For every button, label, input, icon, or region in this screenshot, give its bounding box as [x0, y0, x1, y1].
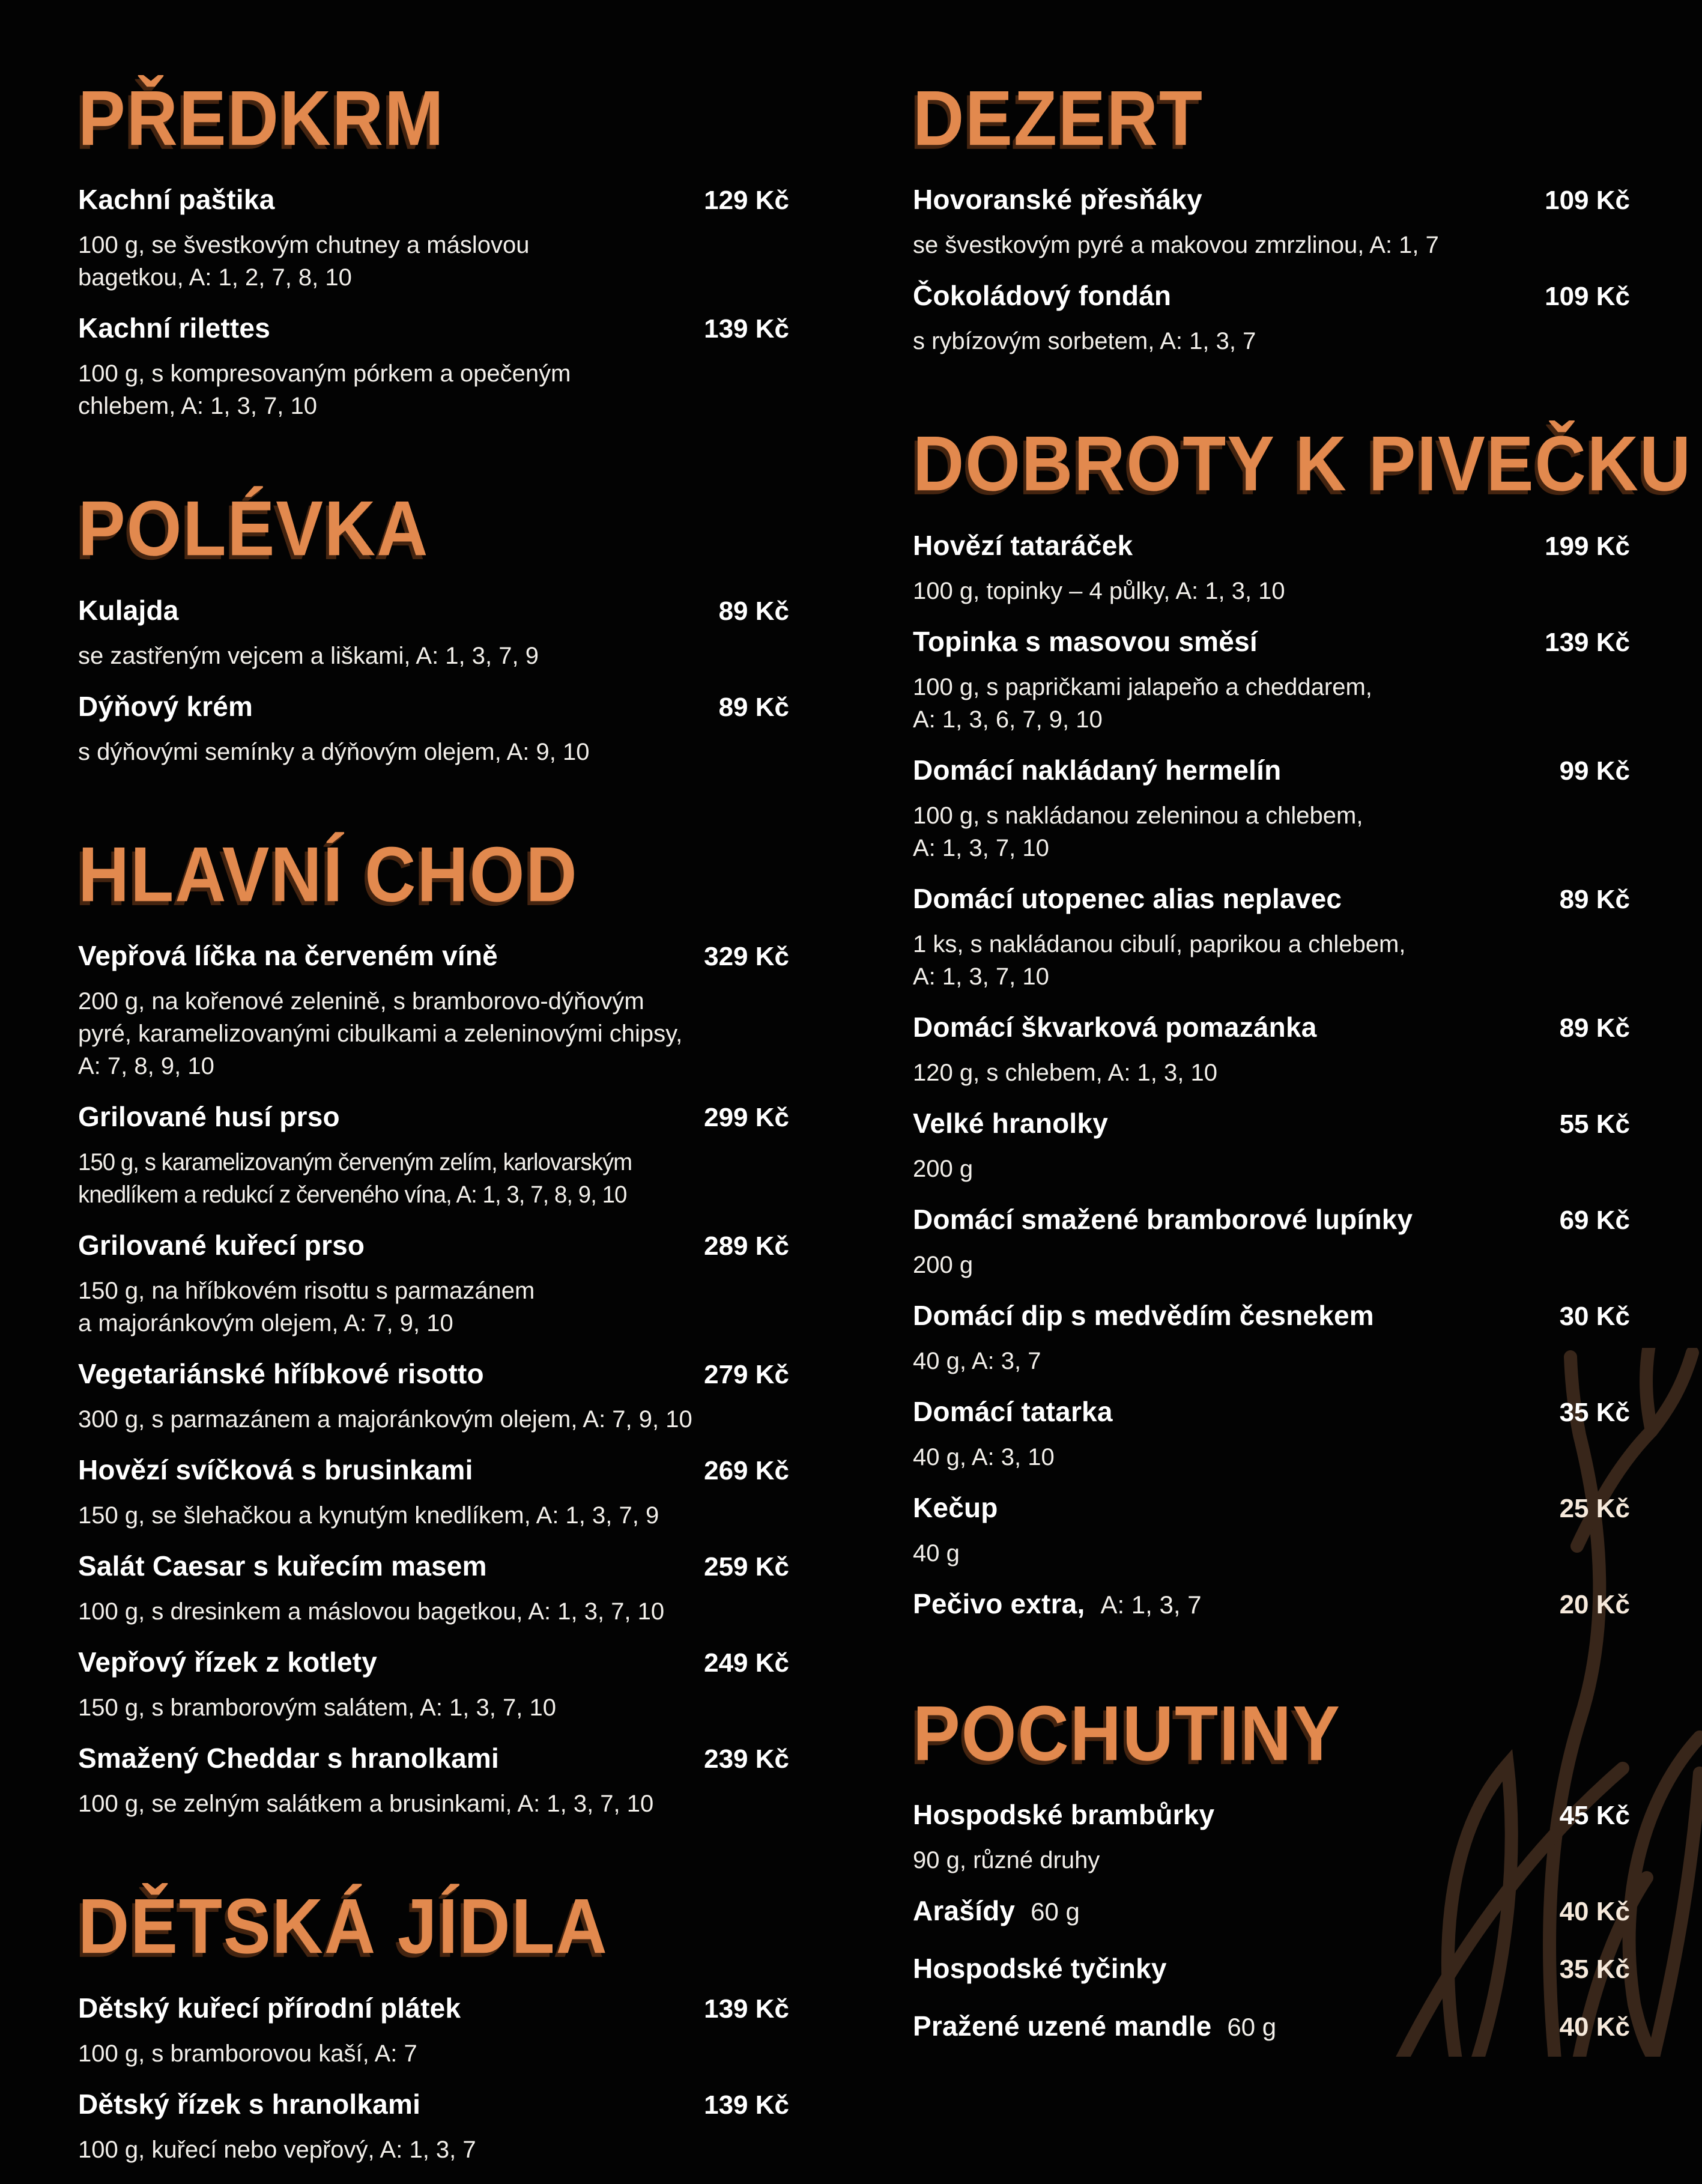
dish-description-line: 100 g, s nakládanou zeleninou a chlebem,	[913, 802, 1363, 829]
dish-price: 139 Kč	[704, 2090, 789, 2120]
menu-item	[913, 1798, 1630, 1876]
dish-description-line: s rybízovým sorbetem, A: 1, 3, 7	[913, 328, 1256, 355]
dish-name: Grilované husí prso	[78, 1101, 340, 1133]
dish-description	[913, 325, 1630, 357]
menu-item	[78, 2088, 789, 2166]
menu-item-row	[913, 1203, 1630, 1243]
dish-name: Hovězí tataráček	[913, 529, 1133, 561]
section-items	[913, 529, 1630, 1627]
dish-description-line: 150 g, s karamelizovaným červeným zelím, karlovarským	[78, 1149, 632, 1176]
dish-price: 89 Kč	[718, 596, 789, 626]
dish-description	[78, 2134, 789, 2166]
menu-item-row	[913, 1299, 1630, 1339]
dish-description-line: s dýňovými semínky a dýňovým olejem, A: 9, 10	[78, 738, 590, 765]
dish-name: Domácí utopenec alias neplavec	[913, 882, 1342, 914]
dish-price: 89 Kč	[718, 692, 789, 722]
menu-item	[78, 939, 789, 1082]
menu-item	[913, 279, 1630, 357]
dish-description	[913, 575, 1630, 607]
dish-description-line: 100 g, s kompresovaným pórkem a opečeným	[78, 360, 571, 387]
dish-name: Domácí nakládaný hermelín	[913, 754, 1282, 786]
menu-item	[913, 1491, 1630, 1570]
dish-description-line: pyré, karamelizovanými cibulkami a zeleninovými chipsy,	[78, 1021, 683, 1048]
dish-description-line: 40 g, A: 3, 7	[913, 1347, 1041, 1374]
dish-description	[913, 1249, 1630, 1281]
section-items	[913, 1798, 1630, 2049]
dish-description	[913, 928, 1630, 993]
dish-price: 279 Kč	[704, 1360, 789, 1390]
section-items	[78, 594, 789, 768]
dish-description-line: 200 g, na kořenové zelenině, s bramborovo-dýňovým	[78, 988, 644, 1015]
dish-description-line: 100 g, se švestkovým chutney a máslovou	[78, 232, 530, 259]
dish-name: Vepřový řízek z kotlety	[78, 1646, 378, 1678]
dish-price: 30 Kč	[1559, 1301, 1630, 1331]
menu-item-row	[913, 1107, 1630, 1147]
dish-description	[913, 1057, 1630, 1089]
section-items	[78, 183, 789, 422]
menu-item	[913, 625, 1630, 736]
dish-name: Kachní rilettes	[78, 312, 270, 344]
menu-section-hlavn-chod	[78, 833, 789, 1838]
dish-name: Dětský kuřecí přírodní plátek	[78, 1992, 461, 2024]
menu-item-row	[78, 594, 789, 634]
menu-item	[78, 1454, 789, 1532]
dish-name: Vepřová líčka na červeném víně	[78, 940, 498, 972]
dish-description	[913, 1537, 1630, 1570]
section-title: DEZERT	[913, 74, 1204, 162]
menu-item-row	[78, 312, 789, 351]
dish-price: 199 Kč	[1545, 531, 1630, 561]
dish-price: 20 Kč	[1559, 1589, 1630, 1619]
menu-item-row	[913, 1011, 1630, 1051]
dish-description	[913, 1844, 1630, 1876]
dish-name: Domácí tatarka	[913, 1395, 1113, 1427]
dish-price: 89 Kč	[1559, 1013, 1630, 1043]
dish-price: 329 Kč	[704, 942, 789, 972]
dish-description-line: 90 g, různé druhy	[913, 1847, 1100, 1874]
dish-description-line: 100 g, s bramborovou kaší, A: 7	[78, 2040, 417, 2067]
section-items	[913, 183, 1630, 357]
dish-price: 129 Kč	[704, 186, 789, 216]
menu-item	[78, 1742, 789, 1820]
menu-item-row	[78, 2088, 789, 2128]
menu-item-row	[913, 1798, 1630, 1838]
menu-item-row	[78, 183, 789, 223]
dish-description	[913, 671, 1630, 736]
menu-item	[913, 882, 1630, 993]
dish-description-line: 100 g, topinky – 4 půlky, A: 1, 3, 10	[913, 577, 1285, 604]
menu-item	[78, 183, 789, 294]
dish-description-line: 300 g, s parmazánem a majoránkovým olejem, A: 7, 9, 10	[78, 1406, 692, 1433]
dish-description	[78, 229, 789, 294]
dish-description	[78, 2037, 789, 2070]
dish-price: 139 Kč	[704, 1994, 789, 2024]
menu-section-d-tsk-j-dla	[78, 1885, 789, 2183]
dish-name: Hovoranské přesňáky	[913, 184, 1202, 216]
menu-item	[78, 1550, 789, 1628]
dish-description	[78, 1499, 789, 1532]
dish-description	[78, 985, 789, 1082]
menu-section-dobroty-k-pive-ku	[913, 420, 1692, 1645]
dish-description-line: se zastřeným vejcem a liškami, A: 1, 3, 7, 9	[78, 642, 539, 669]
menu-item-row	[78, 1646, 789, 1685]
dish-description-line: 100 g, s papričkami jalapeňo a cheddarem,	[913, 673, 1372, 700]
dish-description-line: knedlíkem a redukcí z červeného vína, A: 1, 3, 7, 8, 9, 10	[78, 1181, 627, 1209]
dish-description-line: 100 g, s dresinkem a máslovou bagetkou, A: 1, 3, 7, 10	[78, 1598, 665, 1625]
dish-description-line: 150 g, na hříbkovém risottu s parmazánem	[78, 1278, 535, 1305]
dish-description-line: 40 g, A: 3, 10	[913, 1443, 1055, 1470]
dish-price: 259 Kč	[704, 1552, 789, 1582]
dish-description	[78, 1275, 789, 1339]
menu-section-dezert	[913, 74, 1630, 375]
menu-item-row	[78, 939, 789, 979]
menu-item-row	[913, 1395, 1630, 1435]
menu-item-row	[913, 754, 1630, 793]
menu-item-row	[78, 1550, 789, 1589]
dish-description-line: A: 1, 3, 6, 7, 9, 10	[913, 706, 1103, 733]
menu-item-row	[78, 1454, 789, 1493]
dish-name: Kulajda	[78, 594, 179, 626]
section-title: PŘEDKRM	[78, 74, 445, 162]
dish-price: 139 Kč	[1545, 627, 1630, 657]
menu-item-row	[78, 690, 789, 730]
dish-description-line: 150 g, s bramborovým salátem, A: 1, 3, 7, 10	[78, 1694, 556, 1721]
dish-description	[78, 1146, 789, 1211]
dish-price: 89 Kč	[1559, 884, 1630, 914]
menu-item	[913, 1588, 1630, 1627]
section-items	[78, 939, 789, 1820]
dish-price: 109 Kč	[1545, 282, 1630, 312]
dish-description	[913, 1345, 1630, 1377]
menu-item-row	[78, 1357, 789, 1397]
dish-name: Pražené uzené mandle	[913, 2010, 1212, 2042]
dish-price: 25 Kč	[1559, 1493, 1630, 1523]
dish-name: Velké hranolky	[913, 1107, 1108, 1139]
section-items	[78, 1992, 789, 2166]
menu-item-row	[913, 2010, 1630, 2049]
dish-name: Dětský řízek s hranolkami	[78, 2088, 421, 2120]
dish-description	[78, 1403, 789, 1436]
dish-description	[78, 736, 789, 768]
dish-name: Pečivo extra,	[913, 1588, 1085, 1619]
dish-name: Vegetariánské hříbkové risotto	[78, 1358, 484, 1390]
dish-name: Čokoládový fondán	[913, 280, 1172, 312]
dish-price: 40 Kč	[1559, 2012, 1630, 2042]
section-title: DĚTSKÁ JÍDLA	[78, 1883, 608, 1971]
dish-description-line: 120 g, s chlebem, A: 1, 3, 10	[913, 1059, 1217, 1086]
section-title: HLAVNÍ CHOD	[78, 831, 578, 918]
dish-description	[78, 1691, 789, 1724]
menu-item	[78, 1992, 789, 2070]
menu-item-row	[78, 1100, 789, 1140]
dish-description-line: A: 7, 8, 9, 10	[78, 1053, 214, 1080]
menu-item-row	[913, 183, 1630, 223]
dish-name: Domácí dip s medvědím česnekem	[913, 1299, 1374, 1331]
dish-description-line: 150 g, se šlehačkou a kynutým knedlíkem, A: 1, 3, 7, 9	[78, 1502, 659, 1529]
dish-description	[78, 1788, 789, 1820]
dish-price: 99 Kč	[1559, 756, 1630, 786]
menu-item-row	[913, 1588, 1630, 1627]
menu-item	[913, 1107, 1630, 1185]
menu-item	[913, 754, 1630, 864]
dish-price: 40 Kč	[1559, 1897, 1630, 1927]
menu-item-row	[78, 1992, 789, 2031]
menu-column-right	[913, 74, 1692, 2057]
dish-description	[913, 1441, 1630, 1473]
menu-item	[913, 1952, 1630, 1992]
menu-section-pochutiny	[913, 1692, 1630, 2067]
menu-item	[78, 690, 789, 768]
menu-item	[913, 529, 1630, 607]
dish-name: Hovězí svíčková s brusinkami	[78, 1454, 473, 1486]
menu-section-p-edkrm	[78, 74, 789, 440]
menu-section-pol-vka	[78, 487, 789, 786]
dish-description-line: 1 ks, s nakládanou cibulí, paprikou a chlebem,	[913, 930, 1406, 957]
menu-item	[78, 312, 789, 422]
menu-item	[78, 1357, 789, 1436]
dish-name: Arašídy	[913, 1895, 1016, 1927]
menu-item-row	[913, 279, 1630, 319]
dish-price: 239 Kč	[704, 1744, 789, 1774]
menu-item-row	[913, 625, 1630, 665]
dish-name: Topinka s masovou směsí	[913, 625, 1258, 657]
dish-name: Salát Caesar s kuřecím masem	[78, 1550, 487, 1582]
dish-name: Hospodské brambůrky	[913, 1799, 1215, 1831]
menu-item-row	[913, 882, 1630, 922]
dish-name-suffix: 60 g	[1227, 2013, 1277, 2042]
dish-price: 139 Kč	[704, 314, 789, 344]
dish-name: Hospodské tyčinky	[913, 1953, 1167, 1985]
section-title: POLÉVKA	[78, 485, 429, 573]
dish-name: Kachní paštika	[78, 184, 275, 216]
menu-item-row	[913, 1491, 1630, 1531]
dish-name-suffix: A: 1, 3, 7	[1100, 1590, 1202, 1619]
menu-item	[913, 1894, 1630, 1934]
dish-description-line: bagetkou, A: 1, 2, 7, 8, 10	[78, 264, 352, 291]
section-title: DOBROTY K PIVEČKU	[913, 420, 1692, 508]
menu-item	[913, 2010, 1630, 2049]
dish-description-line: 200 g	[913, 1251, 974, 1278]
section-title: POCHUTINY	[913, 1690, 1341, 1777]
menu-item-row	[78, 1229, 789, 1269]
dish-name: Dýňový krém	[78, 690, 253, 722]
dish-description-line: 100 g, kuřecí nebo vepřový, A: 1, 3, 7	[78, 2136, 476, 2163]
dish-description	[913, 1153, 1630, 1185]
dish-description-line: 40 g	[913, 1539, 960, 1567]
menu-item-row	[913, 1952, 1630, 1992]
dish-name: Domácí smažené bramborové lupínky	[913, 1203, 1413, 1235]
dish-price: 45 Kč	[1559, 1801, 1630, 1831]
menu-item	[913, 1011, 1630, 1089]
menu-item	[78, 594, 789, 672]
dish-price: 249 Kč	[704, 1648, 789, 1678]
dish-name: Smažený Cheddar s hranolkami	[78, 1743, 499, 1774]
dish-price: 55 Kč	[1559, 1109, 1630, 1139]
dish-description-line: chlebem, A: 1, 3, 7, 10	[78, 393, 318, 420]
dish-name: Domácí škvarková pomazánka	[913, 1011, 1317, 1043]
menu-item	[913, 1299, 1630, 1377]
dish-description-line: A: 1, 3, 7, 10	[913, 834, 1049, 861]
dish-name: Kečup	[913, 1491, 998, 1523]
menu-item	[78, 1100, 789, 1211]
dish-price: 109 Kč	[1545, 186, 1630, 216]
dish-description	[78, 640, 789, 672]
dish-price: 35 Kč	[1559, 1955, 1630, 1985]
dish-name-suffix: 60 g	[1031, 1897, 1080, 1926]
menu-item	[78, 1646, 789, 1724]
menu-item	[78, 1229, 789, 1339]
menu-item	[913, 1395, 1630, 1473]
dish-price: 35 Kč	[1559, 1397, 1630, 1427]
dish-description	[78, 1595, 789, 1628]
dish-description-line: a majoránkovým olejem, A: 7, 9, 10	[78, 1310, 453, 1337]
dish-description-line: 200 g	[913, 1155, 974, 1182]
dish-name: Grilované kuřecí prso	[78, 1230, 365, 1261]
dish-price: 289 Kč	[704, 1231, 789, 1261]
dish-description	[913, 799, 1630, 864]
menu-item	[913, 1203, 1630, 1281]
menu-item-row	[913, 1894, 1630, 1934]
dish-price: 69 Kč	[1559, 1205, 1630, 1235]
dish-description-line: 100 g, se zelným salátkem a brusinkami, A: 1, 3, 7, 10	[78, 1791, 654, 1818]
dish-description	[913, 229, 1630, 261]
menu-item	[913, 183, 1630, 261]
dish-description-line: se švestkovým pyré a makovou zmrzlinou, A: 1, 7	[913, 232, 1439, 259]
menu-item-row	[78, 1742, 789, 1782]
dish-price: 269 Kč	[704, 1456, 789, 1486]
dish-description-line: A: 1, 3, 7, 10	[913, 963, 1049, 990]
menu-item-row	[913, 529, 1630, 569]
dish-price: 299 Kč	[704, 1103, 789, 1133]
menu-column-left	[78, 74, 789, 2163]
dish-description	[78, 357, 789, 422]
